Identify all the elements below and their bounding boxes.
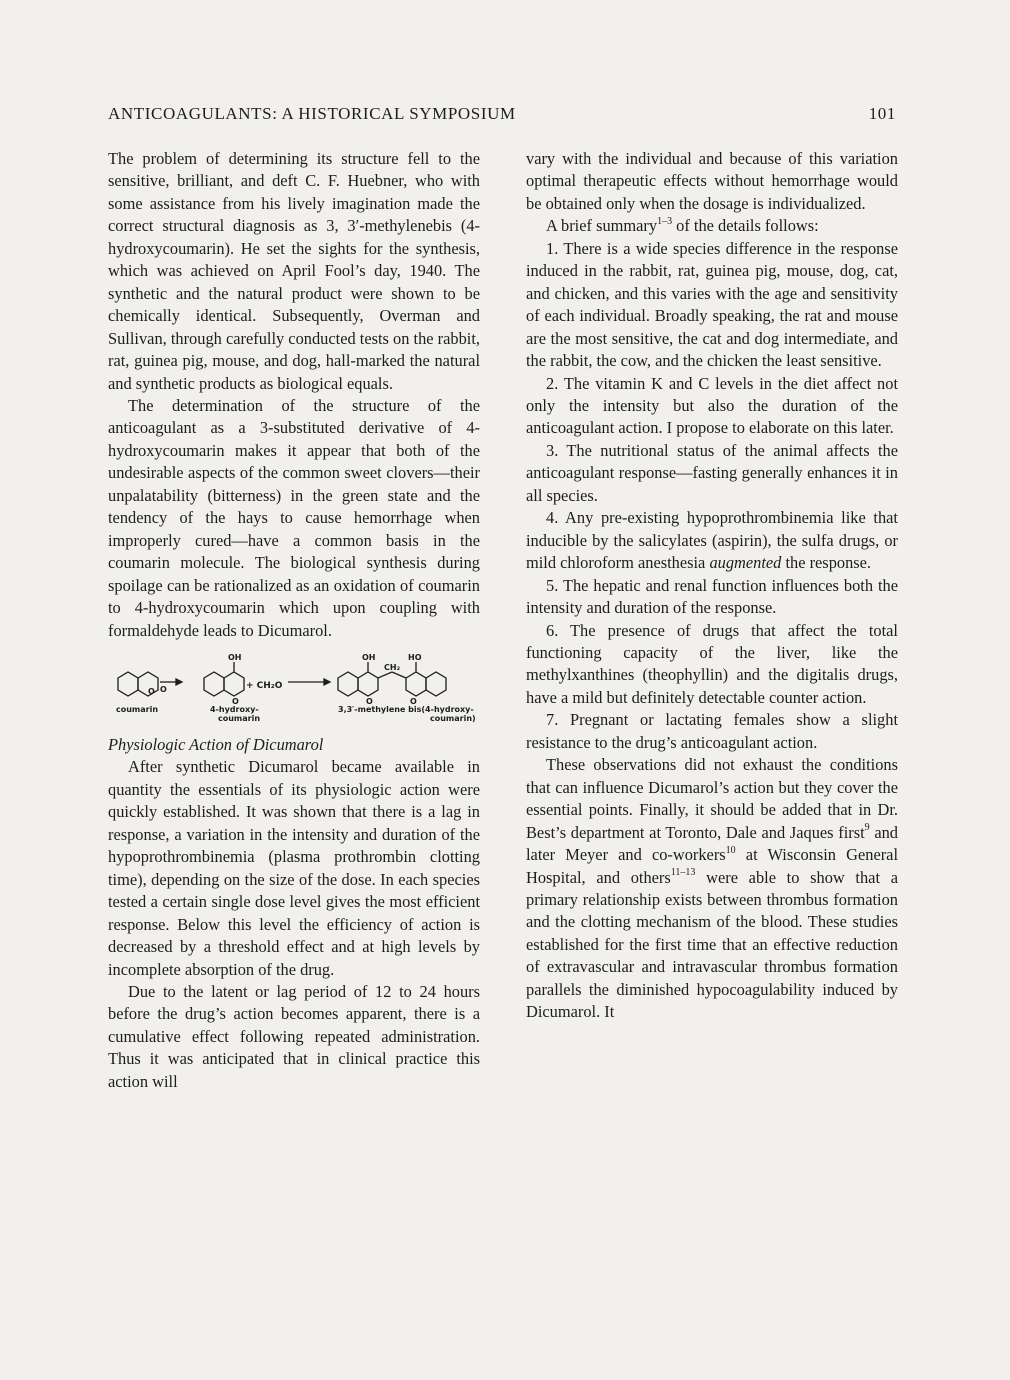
final-text-c: at Wisconsin General Hospital, and others — [526, 845, 898, 887]
citation-11-13: 11–13 — [670, 867, 696, 879]
coumarin-o-label: O — [148, 686, 155, 696]
paragraph-summary — [526, 215, 898, 237]
list-item-1: 1. There is a wide species difference in the response induced in the rabbit, rat, guinea pig, mouse, dog, cat, and chicken, and this varies with the age and sensitivity of each individual. Broadly speaking, the rat and mouse are the most sensitive, the cat and dog intermediate, and the rabbit, the cow, and the chicken the least sensitive. — [526, 238, 898, 371]
list-item-2: 2. The vitamin K and C levels in the diet affect not only the intensity but also the duration of the anticoagulant action. I propose to elaborate on this later. — [526, 373, 898, 438]
hydroxycoumarin-structure — [204, 662, 244, 696]
paragraph-final — [526, 754, 898, 1023]
list-item-5: 5. The hepatic and renal function influences both the intensity and duration of the response. — [526, 575, 898, 618]
coumarin-co-label: O — [160, 684, 167, 694]
arrow-2-head — [324, 679, 330, 685]
left-column — [108, 148, 480, 1093]
paragraph-continued: vary with the individual and because of this variation optimal therapeutic effects without hemorrhage would be obtained only when the dosage is individualized. — [526, 149, 898, 213]
arrow-1-head — [176, 679, 182, 685]
list-item-4-emphasis: augmented — [709, 553, 782, 573]
paragraph-physiologic: After synthetic Dicumarol became available in quantity the essentials of its physiologic action were quickly established. It was shown that there is a lag in response, a variation in the intensity and duration of the hypoprothrombinemia (plasma prothrombin clotting time), depending on the size of the dose. In each species tested a certain single dose level gives the most efficient response. Below this level the efficiency of action is decreased by a threshold effect and at high levels by incomplete absorption of the drug. — [108, 757, 480, 979]
hydroxycoumarin-o-label: O — [232, 696, 239, 706]
label-4-hydroxy-coumarin: coumarin — [218, 713, 261, 723]
final-text-a: These observations did not exhaust the conditions that can influence Dicumarol’s action but they cover the essential points. Finally, it should be added that in Dr. Best’s department at Toronto, Dale and Jaques first — [526, 755, 898, 842]
chemical-reaction-figure — [108, 648, 480, 724]
paragraph-structure: The problem of determining its structure fell to the sensitive, brilliant, and deft C. F. Huebner, who with some assistance from his lively imagination made the correct structural diagnosis as 3, 3′-methylenebis (4-hydroxycoumarin). He set the sights for the synthesis, which was achieved on April Fool’s day, 1940. The synthetic and the natural product were shown to be chemically identical. Subsequently, Overman and Sullivan, through carefully conducted tests on the rabbit, rat, guinea pig, mouse, and dog, hall-marked the natural and synthetic products as biological equals. — [108, 149, 480, 393]
product-ho-label: HO — [408, 652, 422, 662]
citation-9: 9 — [864, 822, 870, 834]
right-column — [526, 148, 898, 1024]
label-dicumarol-line1: 3,3′-methylene bis(4-hydroxy- — [338, 704, 474, 714]
product-oh-label: OH — [362, 652, 376, 662]
list-item-4 — [526, 507, 898, 574]
product-o-label-2: O — [410, 696, 417, 706]
list-item-6: 6. The presence of drugs that affect the total functioning capacity of the liver, like the methylxanthines (theophyllin) and the digitalis drugs, have a mild but definitely detectable counter action. — [526, 620, 898, 707]
list-item-3: 3. The nutritional status of the animal affects the anticoagulant response—fasting generally enhances it in all species. — [526, 440, 898, 505]
citation-1-3: 1–3 — [657, 215, 673, 227]
running-title: ANTICOAGULANTS: A HISTORICAL SYMPOSIUM — [108, 104, 516, 123]
list-item-4-end: the response. — [781, 553, 872, 573]
label-dicumarol-line2: coumarin) — [430, 713, 476, 723]
label-4-hydroxy: 4-hydroxy- — [210, 704, 259, 714]
reaction-scheme — [108, 648, 480, 724]
label-coumarin: coumarin — [116, 704, 159, 714]
list-item-7: 7. Pregnant or lactating females show a slight resistance to the drug’s anticoagulant action. — [526, 710, 898, 752]
list-item-4-text: 4. Any pre-existing hypoprothrombinemia like that inducible by the salicylates (aspirin), the sulfa drugs, or mild chloroform anesthesia — [526, 508, 898, 573]
section-heading: Physiologic Action of Dicumarol — [108, 734, 324, 754]
citation-10: 10 — [725, 844, 736, 856]
summary-text: A brief summary — [546, 216, 658, 236]
methylene-bridge-label: CH₂ — [384, 662, 401, 672]
paragraph-determination: The determination of the structure of the anticoagulant as a 3-substituted derivative of 4-hydroxycoumarin makes it appear that both of the undesirable aspects of the common sweet clovers—their unpalatability (bitterness) in the green state and the tendency of the hays to cause hemorrhage when improperly cured—have a common basis in the coumarin molecule. The biological synthesis during spoilage can be rationalized as an oxidation of coumarin to 4-hydroxycoumarin which upon coupling with formaldehyde leads to Dicumarol. — [108, 395, 480, 640]
product-o-label-1: O — [366, 696, 373, 706]
hydroxycoumarin-oh-label: OH — [228, 652, 242, 662]
paragraph-latent: Due to the latent or lag period of 12 to 24 hours before the drug’s action becomes apparent, there is a cumulative effect following repeated administration. Thus it was anticipated that in clinical practice this action will — [108, 981, 480, 1091]
reagent-formaldehyde: + CH₂O — [246, 680, 283, 691]
final-text-b: and later Meyer and co-workers — [526, 822, 898, 865]
running-header — [108, 104, 896, 124]
summary-text-end: of the details follows: — [672, 216, 819, 236]
page-number: 101 — [868, 104, 896, 123]
final-text-d: were able to show that a primary relationship exists between thrombus formation and the clotting mechanism of the blood. These studies established for the first time that an effective reduction of extravascular and intravascular thrombus formation parallels the diminished hypocoagulability induced by Dicumarol. It — [526, 867, 898, 1022]
